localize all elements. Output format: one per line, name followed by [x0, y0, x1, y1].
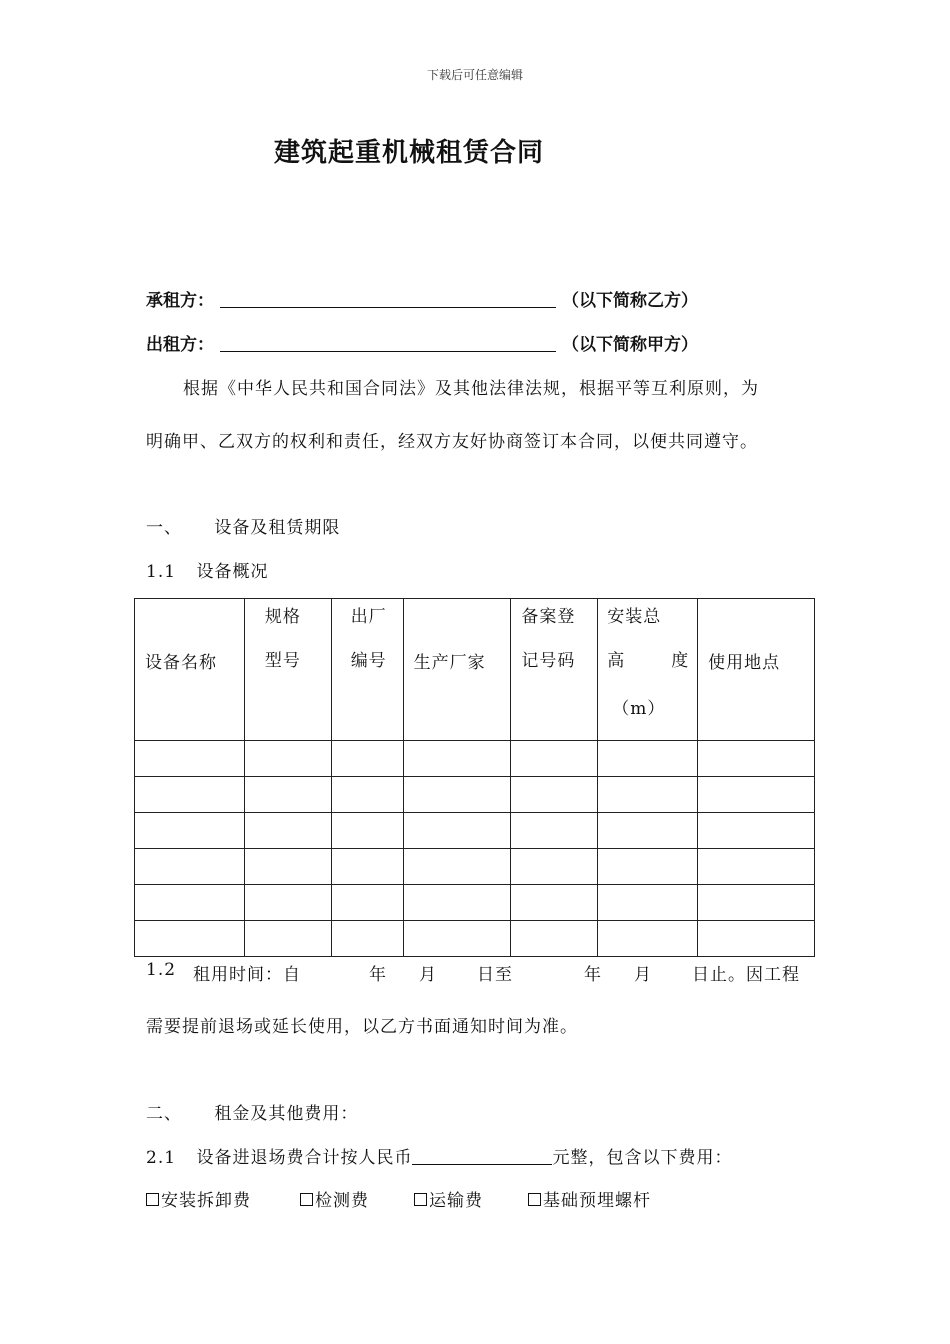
section-2-heading: [146, 1099, 358, 1124]
intro-line-2: 明确甲、乙双方的权利和责任，经双方友好协商签订本合同，以便共同遵守。: [146, 432, 758, 452]
col-serial-line1: 出厂: [350, 607, 387, 627]
col-height-line2b: 度: [671, 651, 690, 671]
table-header-cell: [331, 599, 403, 741]
col-serial-line2: 编号: [350, 651, 387, 671]
lessee-label: 承租方：: [146, 291, 214, 311]
page-header-note: 下载后可任意编辑: [426, 68, 523, 82]
table-row: [135, 849, 815, 885]
col-registration-line2: 记号码: [521, 651, 576, 671]
col-location: 使用地点: [708, 653, 781, 673]
rental-end-day: 日止。因工程: [692, 965, 800, 985]
lessee-suffix: （以下简称乙方）: [562, 291, 698, 311]
checkbox-icon[interactable]: [414, 1193, 427, 1206]
col-manufacturer: 生产厂家: [413, 653, 486, 673]
intro-line-1: 根据《中华人民共和国合同法》及其他法律法规，根据平等互利原则，为: [183, 379, 759, 399]
fee-option-install[interactable]: [146, 1186, 251, 1211]
subsection-2-1: [146, 1143, 732, 1168]
subsection-1-1-title: 设备概况: [196, 562, 269, 582]
fee-option-transport[interactable]: [414, 1186, 483, 1211]
document-title: 建筑起重机械租赁合同: [274, 138, 545, 168]
fee-option-label: 运输费: [429, 1191, 483, 1211]
table-header-cell: [598, 599, 698, 741]
subsection-2-1-number: 2.1: [146, 1148, 177, 1168]
fee-option-label: 安装拆卸费: [161, 1191, 251, 1211]
rental-start-month: 月: [419, 965, 437, 985]
checkbox-icon[interactable]: [528, 1193, 541, 1206]
table-header-cell: [698, 599, 815, 741]
fee-amount-blank[interactable]: [412, 1148, 552, 1165]
fee-option-inspection[interactable]: [300, 1186, 369, 1211]
rental-start-year: 年: [369, 965, 387, 985]
fee-option-label: 检测费: [315, 1191, 369, 1211]
table-header-cell: [244, 599, 331, 741]
col-registration-line1: 备案登: [521, 607, 576, 627]
lessor-suffix: （以下简称甲方）: [562, 335, 698, 355]
equipment-table: [134, 598, 815, 957]
table-header-cell: [135, 599, 245, 741]
table-row: [135, 813, 815, 849]
table-row: [135, 921, 815, 957]
subsection-2-1-pre: 设备进退场费合计按人民币: [196, 1148, 413, 1168]
col-height-line2a: 高: [607, 651, 626, 671]
lessee-line: [146, 286, 698, 311]
table-row: [135, 777, 815, 813]
subsection-1-1-number: 1.1: [146, 562, 177, 582]
table-header-row: [135, 599, 815, 741]
rental-period-note: 需要提前退场或延长使用，以乙方书面通知时间为准。: [146, 1017, 578, 1037]
rental-period-label: 租用时间：自: [193, 965, 301, 985]
table-header-cell: [511, 599, 598, 741]
subsection-1-2-number: 1.2: [146, 960, 177, 980]
checkbox-icon[interactable]: [300, 1193, 313, 1206]
checkbox-icon[interactable]: [146, 1193, 159, 1206]
rental-start-day: 日至: [477, 965, 513, 985]
col-height-unit: （m）: [612, 699, 666, 719]
section-2-number: 二、: [146, 1104, 182, 1124]
col-spec-line1: 规格: [264, 607, 301, 627]
table-row: [135, 885, 815, 921]
subsection-1-1: [146, 557, 268, 582]
section-1-title: 设备及租赁期限: [214, 518, 341, 538]
table-row: [135, 741, 815, 777]
section-1-number: 一、: [146, 518, 182, 538]
lessee-blank[interactable]: [220, 291, 556, 308]
rental-end-month: 月: [634, 965, 652, 985]
section-2-title: 租金及其他费用：: [214, 1104, 359, 1124]
lessor-blank[interactable]: [220, 335, 556, 352]
fee-option-label: 基础预埋螺杆: [543, 1191, 651, 1211]
section-1-heading: [146, 513, 340, 538]
lessor-label: 出租方：: [146, 335, 214, 355]
rental-end-year: 年: [584, 965, 602, 985]
subsection-2-1-post: 元整，包含以下费用：: [552, 1148, 733, 1168]
col-height-line1: 安装总: [607, 607, 662, 627]
col-spec-line2: 型号: [264, 651, 301, 671]
lessor-line: [146, 330, 698, 355]
col-equipment-name: 设备名称: [145, 653, 217, 673]
fee-option-anchor-bolts[interactable]: [528, 1186, 651, 1211]
table-header-cell: [403, 599, 511, 741]
